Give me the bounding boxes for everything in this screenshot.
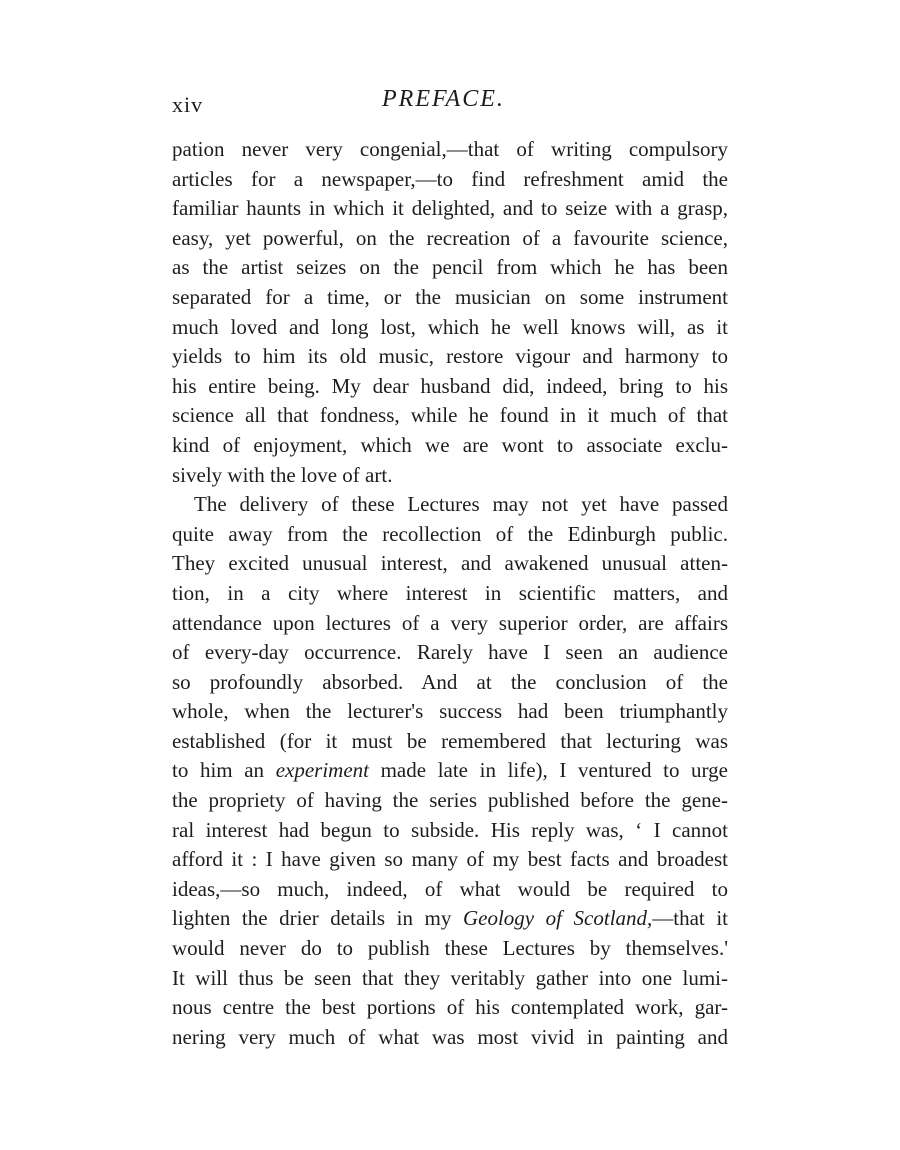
- italic-text: experiment: [275, 758, 369, 783]
- body-text: [172, 135, 728, 1052]
- text-line: nous centre the best portions of his contemplated work, gar-: [172, 995, 728, 1020]
- text-line: articles for a newspaper,—to find refreshment amid the: [172, 166, 728, 191]
- text-line: ideas,—so much, indeed, of what would be required to: [172, 876, 728, 901]
- text-line: familiar haunts in which it delighted, and to seize with a grasp,: [172, 196, 728, 221]
- text-line: kind of enjoyment, which we are wont to associate exclu-: [172, 432, 728, 457]
- italic-text: Geology of Scotland,: [462, 906, 653, 931]
- text-segment: —that it: [652, 906, 728, 931]
- text-line: separated for a time, or the musician on some instrument: [172, 284, 728, 309]
- text-line: sively with the love of art.: [172, 462, 393, 487]
- text-line: of every-day occurrence. Rarely have I seen an audience: [172, 640, 728, 665]
- text-line: attendance upon lectures of a very superior order, are affairs: [172, 610, 728, 635]
- text-segment: to him an: [172, 758, 276, 783]
- text-line: ral interest had begun to subside. His reply was, ‘ I cannot: [172, 817, 728, 842]
- text-line: as the artist seizes on the pencil from which he has been: [172, 255, 728, 280]
- text-line: [172, 904, 728, 934]
- paragraph: [172, 490, 728, 1052]
- paragraph: [172, 135, 728, 490]
- text-line: They excited unusual interest, and awakened unusual atten-: [172, 551, 728, 576]
- text-line: would never do to publish these Lectures by themselves.': [172, 936, 728, 961]
- text-line: afford it : I have given so many of my best facts and broadest: [172, 847, 728, 872]
- text-line: so profoundly absorbed. And at the conclusion of the: [172, 669, 728, 694]
- text-line: his entire being. My dear husband did, indeed, bring to his: [172, 373, 728, 398]
- text-line: science all that fondness, while he found in it much of that: [172, 403, 728, 428]
- text-line: The delivery of these Lectures may not yet have passed: [194, 492, 728, 517]
- text-line: It will thus be seen that they veritably gather into one lumi-: [172, 965, 728, 990]
- text-segment: made late in life), I ventured to urge: [368, 758, 728, 783]
- text-line: whole, when the lecturer's success had been triumphantly: [172, 699, 728, 724]
- text-line: quite away from the recollection of the Edinburgh public.: [172, 521, 728, 546]
- page-header: [172, 86, 732, 122]
- text-line: nering very much of what was most vivid in painting and: [172, 1024, 728, 1049]
- page-number: xiv: [172, 92, 204, 117]
- text-line: established (for it must be remembered that lecturing was: [172, 728, 728, 753]
- running-head: PREFACE.: [382, 86, 505, 112]
- text-line: the propriety of having the series published before the gene-: [172, 788, 728, 813]
- text-segment: lighten the drier details in my: [172, 906, 463, 931]
- text-line: [172, 756, 728, 786]
- text-line: tion, in a city where interest in scientific matters, and: [172, 580, 728, 605]
- text-line: yields to him its old music, restore vigour and harmony to: [172, 344, 728, 369]
- text-line: easy, yet powerful, on the recreation of a favourite science,: [172, 225, 728, 250]
- text-line: pation never very congenial,—that of writing compulsory: [172, 137, 728, 161]
- text-line: much loved and long lost, which he well knows will, as it: [172, 314, 728, 339]
